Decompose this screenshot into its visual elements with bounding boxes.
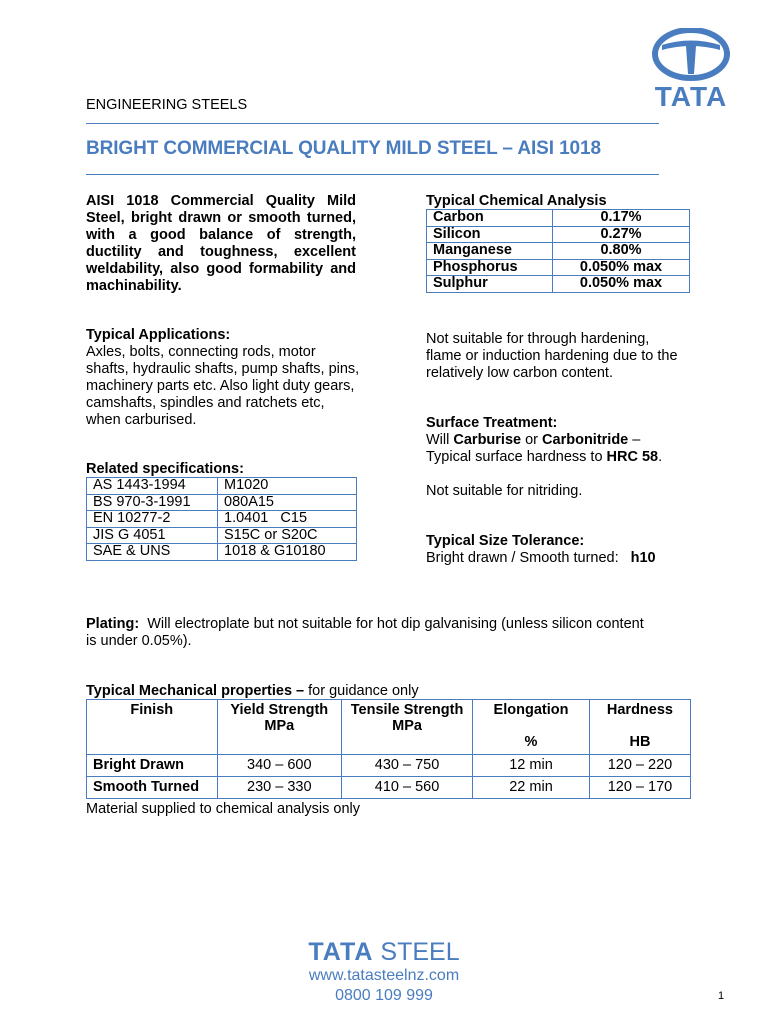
footer-brand-bold: TATA — [308, 938, 374, 966]
specifications-heading: Related specifications: — [86, 461, 244, 477]
surface-will: Will — [426, 432, 454, 448]
specifications-table — [86, 477, 357, 561]
surface-hrc: HRC 58 — [606, 449, 659, 465]
mechanical-hardness: 120 – 220 — [589, 755, 690, 777]
surface-carburise: Carburise — [453, 432, 522, 448]
footer-phone: 0800 109 999 — [335, 987, 433, 1004]
specification-row — [87, 544, 357, 561]
mechanical-hardness: 120 – 170 — [589, 777, 690, 799]
specification-row — [87, 494, 357, 511]
nitriding-note: Not suitable for nitriding. — [426, 483, 583, 499]
chemical-row — [427, 210, 690, 227]
specification-row — [87, 511, 357, 528]
footer-brand-light: STEEL — [373, 938, 460, 966]
plating-paragraph — [86, 616, 646, 650]
specification-standard: SAE & UNS — [87, 544, 218, 561]
footer-brand — [0, 938, 768, 966]
column-unit: % — [524, 734, 538, 750]
chemical-row — [427, 243, 690, 260]
column-name: Tensile Strength — [350, 702, 464, 718]
surface-period: . — [658, 449, 663, 465]
mechanical-table — [86, 699, 691, 799]
surface-dash: – — [628, 432, 641, 448]
chemical-row — [427, 259, 690, 276]
column-unit: HB — [629, 734, 651, 750]
mechanical-yield: 340 – 600 — [217, 755, 341, 777]
column-name: Hardness — [606, 702, 673, 718]
specification-grade: M1020 — [218, 478, 357, 495]
surface-line-2 — [426, 449, 706, 466]
applications-text: Axles, bolts, connecting rods, motor shafts, hydraulic shafts, pump shafts, pins, machinery parts etc. Also light duty gears, camshafts, spindles and ratchets etc, when carburised. — [86, 344, 360, 428]
intro-paragraph: AISI 1018 Commercial Quality Mild Steel, bright drawn or smooth turned, with a good balance of strength, ductility and toughness, excellent weldability, also good formability and machinability. — [86, 193, 356, 294]
specification-grade: 1018 & G10180 — [218, 544, 357, 561]
tolerance-heading: Typical Size Tolerance: — [426, 533, 585, 549]
mechanical-row — [87, 755, 691, 777]
surface-line-1 — [426, 432, 706, 449]
mechanical-heading-bold: Typical Mechanical properties – — [86, 683, 305, 699]
column-name: Finish — [130, 702, 174, 718]
mechanical-note: Material supplied to chemical analysis only — [86, 801, 361, 817]
specification-standard: BS 970-3-1991 — [87, 494, 218, 511]
column-name: Elongation — [493, 702, 569, 718]
specification-standard: EN 10277-2 — [87, 511, 218, 528]
mechanical-column-header — [217, 700, 341, 755]
mechanical-column-header — [341, 700, 472, 755]
chemical-element: Sulphur — [427, 276, 553, 293]
page-number: 1 — [718, 990, 725, 1002]
surface-carbonitride: Carbonitride — [542, 432, 629, 448]
chemical-row — [427, 276, 690, 293]
chemical-value: 0.17% — [553, 210, 690, 227]
footer-website-link[interactable]: www.tatasteelnz.com — [308, 967, 460, 984]
surface-or: or — [521, 432, 543, 448]
mechanical-heading-suffix: for guidance only — [304, 683, 419, 699]
column-unit: MPa — [264, 718, 295, 734]
chemical-value: 0.80% — [553, 243, 690, 260]
chemical-heading: Typical Chemical Analysis — [426, 193, 607, 209]
column-unit: MPa — [392, 718, 422, 734]
specification-row — [87, 478, 357, 495]
page-title: BRIGHT COMMERCIAL QUALITY MILD STEEL – AISI 1018 — [86, 138, 601, 159]
title-rule — [86, 174, 659, 175]
surface-heading: Surface Treatment: — [426, 415, 558, 431]
mechanical-elongation: 22 min — [473, 777, 590, 799]
mechanical-row — [87, 777, 691, 799]
chemical-value: 0.050% max — [553, 259, 690, 276]
surface-typical: Typical surface hardness to — [426, 449, 607, 465]
chemical-element: Phosphorus — [427, 259, 553, 276]
mechanical-column-header — [473, 700, 590, 755]
chemical-element: Carbon — [427, 210, 553, 227]
mechanical-elongation: 12 min — [473, 755, 590, 777]
chemical-value: 0.050% max — [553, 276, 690, 293]
specification-grade: 080A15 — [218, 494, 357, 511]
mechanical-finish: Bright Drawn — [87, 755, 218, 777]
plating-text: Will electroplate but not suitable for hot dip galvanising (unless silicon content is under 0.05%). — [86, 616, 648, 649]
surface-treatment-section — [426, 415, 706, 466]
column-name: Yield Strength — [230, 702, 329, 718]
chemical-element: Silicon — [427, 226, 553, 243]
chemical-row — [427, 226, 690, 243]
specification-standard: JIS G 4051 — [87, 527, 218, 544]
chemical-value: 0.27% — [553, 226, 690, 243]
specification-grade: S15C or S20C — [218, 527, 357, 544]
mechanical-tensile: 410 – 560 — [341, 777, 472, 799]
tolerance-section — [426, 533, 726, 567]
mechanical-heading — [86, 683, 419, 699]
mechanical-tensile: 430 – 750 — [341, 755, 472, 777]
specification-standard: AS 1443-1994 — [87, 478, 218, 495]
applications-heading: Typical Applications: — [86, 327, 231, 343]
logo-wordmark: TATA — [654, 81, 728, 112]
section-label: ENGINEERING STEELS — [86, 97, 248, 113]
specification-grade: 1.0401 C15 — [218, 511, 357, 528]
plating-label: Plating: — [86, 616, 140, 632]
tolerance-value: h10 — [630, 550, 656, 566]
mechanical-finish: Smooth Turned — [87, 777, 218, 799]
chemical-table — [426, 209, 690, 293]
mechanical-yield: 230 – 330 — [217, 777, 341, 799]
mechanical-column-header — [87, 700, 218, 755]
header-rule — [86, 123, 659, 124]
chemical-element: Manganese — [427, 243, 553, 260]
applications-section — [86, 327, 361, 429]
tolerance-line — [426, 550, 726, 567]
hardening-note: Not suitable for through hardening, flame or induction hardening due to the relatively low carbon content. — [426, 331, 678, 381]
mechanical-column-header — [589, 700, 690, 755]
specification-row — [87, 527, 357, 544]
tolerance-label: Bright drawn / Smooth turned: — [426, 550, 619, 566]
